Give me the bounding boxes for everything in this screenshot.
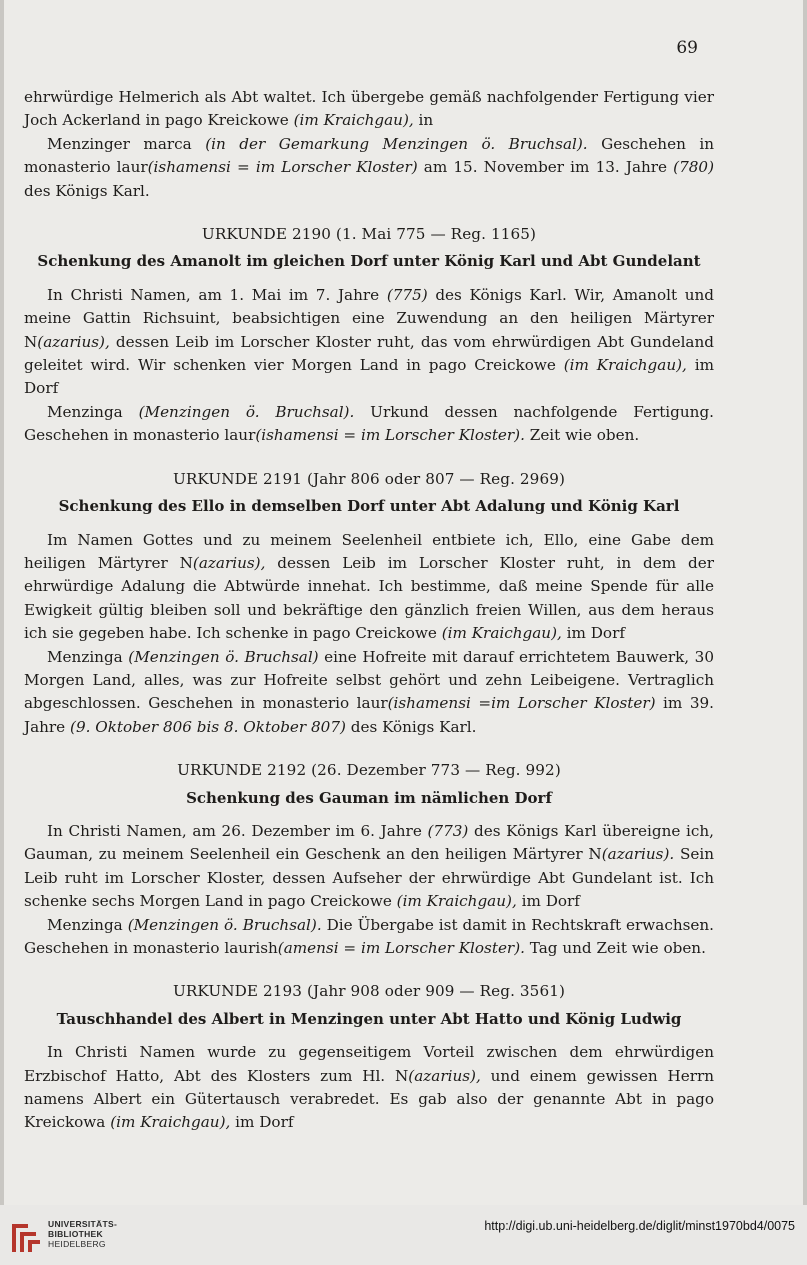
urkunde-2190-paragraph-2: Menzinga (Menzingen ö. Bruchsal). Urkund dessen nachfolgende Fertigung. Geschehen in monasterio laur(ishamensi = im Lorscher Kloster). Zeit wie oben.	[24, 402, 714, 445]
urkunde-2192-paragraph-1: In Christi Namen, am 26. Dezember im 6. Jahre (773) des Königs Karl übereigne ich, Gauman, zu meinem Seelenheil ein Geschenk an den heiligen Märtyrer N(azarius). Sein Leib ruht im Lorscher Kloster, dessen Aufseher der ehrwürdige Abt Gundelant ist. Ich schenke sechs Morgen Land in pago Creickowe (im Kraichgau), im Dorf	[24, 821, 715, 911]
urkunde-2193-paragraph-1: In Christi Namen wurde zu gegenseitigem Vorteil zwischen dem ehrwürdigen Erzbischof Hatto, Abt des Klosters zum Hl. N(azarius), und einem gewissen Herrn namens Albert ein Gütertausch verabredet. Es gab also der genannte Abt in pago Kreickowa (im Kraichgau), im Dorf	[24, 1043, 714, 1132]
library-logo-icon	[8, 1218, 44, 1256]
intro-paragraph-1: ehrwürdige Helmerich als Abt waltet. Ich übergebe gemäß nachfolgender Fertigung vier Joch Ackerland in pago Kreickowe (im Kraichgau), in	[24, 88, 714, 130]
document-page	[4, 0, 803, 1205]
urkunde-2193-title: Tauschhandel des Albert in Menzingen unter Abt Hatto und König Ludwig	[56, 1009, 682, 1028]
urkunde-2191-paragraph-2: Menzinga (Menzingen ö. Bruchsal) eine Hofreite mit darauf errichtetem Bauwerk, 30 Morgen Land, alles, was zur Hofreite selbst gehört und zehn Leibeigene. Vertraglich abgeschlossen. Geschehen in monasterio laur(ishamensi =im Lorscher Kloster) im 39. Jahre (9. Oktober 806 bis 8. Oktober 807) des Königs Karl.	[24, 647, 714, 736]
urkunde-2190-title: Schenkung des Amanolt im gleichen Dorf unter König Karl und Abt Gundelant	[37, 252, 701, 271]
urkunde-2190-paragraph-1: In Christi Namen, am 1. Mai im 7. Jahre (775) des Königs Karl. Wir, Amanolt und meine Gattin Richsuint, beabsichtigen eine Zuwendung an den heiligen Märtyrer N(azarius), dessen Leib im Lorscher Kloster ruht, das vom ehrwürdigen Abt Gundeland geleitet wird. Wir schenken vier Morgen Land in pago Creickowe (im Kraichgau), im Dorf	[24, 285, 715, 398]
urkunde-2191-heading: URKUNDE 2191 (Jahr 806 oder 807 — Reg. 2969)	[173, 469, 565, 488]
urkunde-2190-heading: URKUNDE 2190 (1. Mai 775 — Reg. 1165)	[201, 225, 537, 244]
source-url-link[interactable]: http://digi.ub.uni-heidelberg.de/diglit/minst1970bd4/0075	[484, 1219, 795, 1233]
urkunde-2193-heading: URKUNDE 2193 (Jahr 908 oder 909 — Reg. 3561)	[173, 982, 565, 1001]
urkunde-2192-paragraph-2: Menzinga (Menzingen ö. Bruchsal). Die Übergabe ist damit in Rechtskraft erwachsen. Geschehen in monasterio laurish(amensi = im Lorscher Kloster). Tag und Zeit wie oben.	[24, 915, 714, 957]
library-logo-text: UNIVERSITÄTS- BIBLIOTHEK HEIDELBERG	[48, 1219, 118, 1249]
page-number: 69	[676, 38, 698, 58]
urkunde-2192-heading: URKUNDE 2192 (26. Dezember 773 — Reg. 992)	[177, 761, 561, 780]
intro-paragraph-2: Menzinger marca (in der Gemarkung Menzingen ö. Bruchsal). Geschehen in monasterio laur(ishamensi = im Lorscher Kloster) am 15. November im 13. Jahre (780) des Königs Karl.	[24, 134, 715, 200]
urkunde-2192-title: Schenkung des Gauman im nämlichen Dorf	[186, 788, 552, 807]
footer-bar	[0, 1205, 807, 1265]
page-content	[24, 86, 714, 1135]
urkunde-2191-paragraph-1: Im Namen Gottes und zu meinem Seelenheil entbiete ich, Ello, eine Gabe dem heiligen Märtyrer N(azarius), dessen Leib im Lorscher Kloster ruht, in dem der ehrwürdige Adalung die Abtwürde innehat. Ich bestimme, daß meine Spende für alle Ewigkeit gültig bleiben soll und bekräftige den gänzlich freien Willen, aus dem heraus ich sie gegeben habe. Ich schenke in pago Creickowe (im Kraichgau), im Dorf	[24, 530, 714, 643]
urkunde-2191-title: Schenkung des Ello in demselben Dorf unter Abt Adalung und König Karl	[58, 497, 680, 516]
